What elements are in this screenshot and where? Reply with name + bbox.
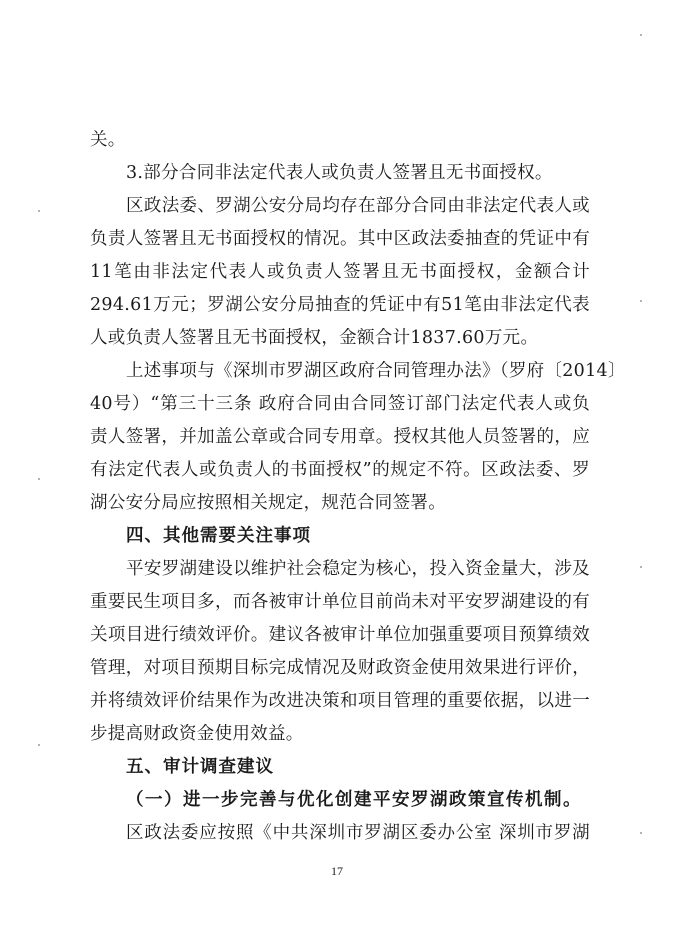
paragraph-line: 区政法委、罗湖公安分局均存在部分合同由非法定代表人或	[126, 196, 590, 216]
paragraph-line: 湖公安分局应按照相关规定，规范合同签署。	[90, 493, 446, 513]
paragraph-line: 关。	[90, 130, 126, 150]
section-heading: 四、其他需要关注事项	[126, 526, 311, 546]
paragraph-line: 步提高财政资金使用效益。	[90, 724, 304, 744]
scan-speck	[38, 478, 40, 480]
paragraph-line: 并将绩效评价结果作为改进决策和项目管理的重要依据，以进一	[90, 691, 590, 711]
subsection-heading: 3.部分合同非法定代表人或负责人签署且无书面授权。	[126, 163, 553, 183]
paragraph-line: 294.61万元；罗湖公安分局抽查的凭证中有51笔由非法定代表	[90, 295, 590, 315]
paragraph-line: 40号）“第三十三条 政府合同由合同签订部门法定代表人或负	[90, 394, 590, 414]
paragraph-line: 关项目进行绩效评价。建议各被审计单位加强重要项目预算绩效	[90, 625, 590, 645]
scan-speck	[640, 300, 642, 302]
scan-speck	[640, 34, 642, 36]
section-heading: 五、审计调查建议	[126, 757, 274, 777]
scan-speck	[640, 832, 642, 834]
scan-speck	[38, 744, 40, 746]
paragraph-line: 管理，对项目预期目标完成情况及财政资金使用效果进行评价，	[90, 658, 590, 678]
page-number: 17	[331, 864, 343, 878]
paragraph-line: 上述事项与《深圳市罗湖区政府合同管理办法》（罗府〔2014〕	[126, 361, 626, 381]
scan-speck	[38, 210, 40, 212]
paragraph-line: 有法定代表人或负责人的书面授权”的规定不符。区政法委、罗	[90, 460, 590, 480]
paragraph-line: 区政法委应按照《中共深圳市罗湖区委办公室 深圳市罗湖	[126, 823, 590, 843]
paragraph-line: 人或负责人签署且无书面授权，金额合计1837.60万元。	[90, 328, 539, 348]
scan-speck	[640, 566, 642, 568]
paragraph-line: 负责人签署且无书面授权的情况。其中区政法委抽查的凭证中有	[90, 229, 590, 249]
paragraph-line: 重要民生项目多，而各被审计单位目前尚未对平安罗湖建设的有	[90, 592, 590, 612]
subsection-heading: （一）进一步完善与优化创建平安罗湖政策宣传机制。	[126, 790, 582, 810]
paragraph-line: 平安罗湖建设以维护社会稳定为核心，投入资金量大，涉及	[126, 559, 590, 579]
paragraph-line: 11笔由非法定代表人或负责人签署且无书面授权，金额合计	[90, 262, 590, 282]
paragraph-line: 责人签署，并加盖公章或合同专用章。授权其他人员签署的，应	[90, 427, 590, 447]
